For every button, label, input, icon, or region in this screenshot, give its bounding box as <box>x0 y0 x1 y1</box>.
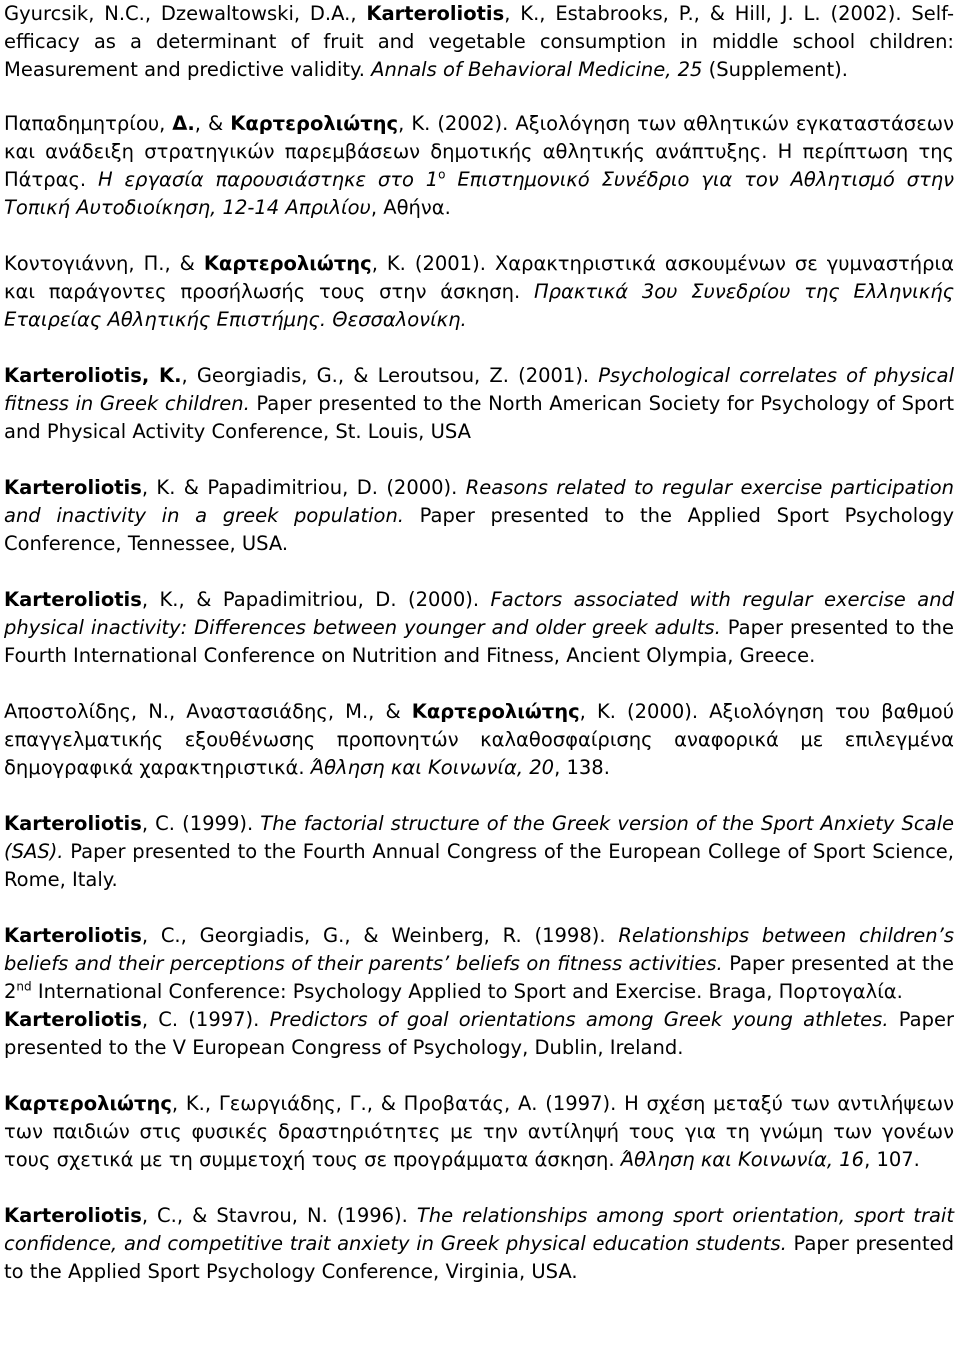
reference-text: , Georgiadis, G., & Leroutsou, Z. (2001). <box>181 364 599 387</box>
author-name-bold: Καρτερολιώτης <box>230 112 399 135</box>
publication-title-italic: Annals of Behavioral Medicine, 25 <box>371 58 703 81</box>
author-name-bold: Karteroliotis <box>4 1008 142 1031</box>
publication-title-italic: Factors associated with regular exercise and physical inactivity: Differences between younger and older greek adults. <box>4 588 954 639</box>
reference-text: , C., Georgiadis, G., & Weinberg, R. (1998). <box>141 924 619 947</box>
author-name-bold: Karteroliotis <box>366 2 505 25</box>
author-name-bold: Karteroliotis <box>4 1204 142 1227</box>
reference-text: , C. (1999). <box>141 812 261 835</box>
publication-title-italic: The factorial structure of the Greek version of the Sport Anxiety Scale (SAS). <box>4 812 954 863</box>
reference-text: , & <box>164 252 204 275</box>
reference-text: Paper presented to the Applied Sport Psychology Conference, Tennessee, USA. <box>4 504 954 555</box>
reference-text: Παπαδημητρίου, <box>4 112 173 135</box>
publication-title-italic: Predictors of goal orientations among Greek young athletes. <box>269 1008 889 1031</box>
reference-entry <box>4 250 954 334</box>
reference-text: , K. & Papadimitriou, D. (2000). <box>141 476 466 499</box>
author-name-bold: Καρτερολιώτης <box>4 1092 172 1115</box>
reference-text: , 107. <box>864 1148 920 1171</box>
publication-title-italic: Relationships between children’s beliefs and their perceptions of their parents’ beliefs on fitness activities. <box>4 924 954 975</box>
reference-entry <box>4 1202 954 1286</box>
reference-list <box>4 0 955 1283</box>
reference-entry <box>4 1090 954 1174</box>
publication-title-italic: The relationships among sport orientation, sport trait confidence, and competitive trait anxiety in Greek physical education students. <box>4 1204 954 1255</box>
author-name-bold: Karteroliotis <box>4 812 142 835</box>
author-name-bold: Karteroliotis <box>4 476 142 499</box>
reference-text: , Κ. (2001). Χαρακτηριστικά ασκουμένων σε γυμναστήρια και παράγοντες προσήλωσής τους στην άσκηση. <box>4 252 954 303</box>
reference-entry <box>4 1006 954 1062</box>
reference-entry <box>4 362 954 446</box>
reference-entry <box>4 110 954 222</box>
reference-entry <box>4 474 954 558</box>
author-name-bold: Καρτερολιώτης <box>411 700 580 723</box>
reference-text: , K., & Papadimitriou, D. (2000). <box>141 588 491 611</box>
author-name-bold: Karteroliotis <box>4 588 142 611</box>
author-name-bold: Δ. <box>172 112 195 135</box>
reference-text: , 138. <box>554 756 610 779</box>
author-name-bold: Karteroliotis <box>4 924 142 947</box>
reference-text: Paper presented to the North American Society for Psychology of Sport and Physical Activity Conference, St. Louis, USA <box>4 392 954 443</box>
reference-text: Paper presented to the Applied Sport Psychology Conference, Virginia, USA. <box>4 1232 954 1283</box>
reference-entry <box>4 586 954 670</box>
author-name-bold: Καρτερολιώτης <box>203 252 372 275</box>
publication-title-italic: Psychological correlates of physical fitness in Greek children. <box>4 364 954 415</box>
reference-text: , Κ. (2002). Αξιολόγηση των αθλητικών εγκαταστάσεων και ανάδειξη στρατηγικών παρεμβάσεων δημοτικής αθλητικής ανάπτυξης. Η περίπτωση της Πάτρας. <box>4 112 954 191</box>
reference-text: Paper presented to the Fourth International Conference on Nutrition and Fitness, Ancient Olympia, Greece. <box>4 616 954 667</box>
publication-title-italic: Reasons related to regular exercise participation and inactivity in a greek population. <box>4 476 954 527</box>
publication-title-italic: Άθληση και Κοινωνία, 20 <box>310 756 555 779</box>
ordinal-superscript: ο <box>438 167 446 182</box>
author-name-bold: Karteroliotis, K. <box>4 364 182 387</box>
reference-text: Gyurcsik, N.C., Dzewaltowski, D.A., <box>4 2 367 25</box>
reference-entry <box>4 0 954 84</box>
publication-title-italic: Η εργασία παρουσιάστηκε στο 1 <box>98 168 439 191</box>
publication-title-italic: Πρακτικά 3ου Συνεδρίου της Ελληνικής Εταιρείας Αθλητικής Επιστήμης. Θεσσαλονίκη. <box>4 280 955 331</box>
reference-text: , Κ. (2000). Αξιολόγηση του βαθμού επαγγελματικής εξουθένωσης προπονητών καλαθοσφαίρισης αναφορικά με επιλεγμένα δημογραφικά χαρακτηριστικά. <box>4 700 954 779</box>
reference-text: , Αθήνα. <box>370 196 451 219</box>
reference-text: , C., & Stavrou, N. (1996). <box>141 1204 417 1227</box>
publication-title-italic: Επιστημονικό Συνέδριο για τον Αθλητισμό στην Τοπική Αυτοδιοίκηση, 12-14 Απριλίου <box>4 168 954 219</box>
reference-text: , K., Estabrooks, P., & Hill, J. L. (2002). Self-efficacy as a determinant of fruit and vegetable consumption in middle school children: Measurement and predictive validity. <box>4 2 954 81</box>
reference-text: (Supplement). <box>702 58 848 81</box>
reference-text: International Conference: Psychology Applied to Sport and Exercise. Braga, Πορτογαλία. <box>31 980 903 1003</box>
reference-text: Αποστολίδης, Ν., Αναστασιάδης, Μ., & <box>4 700 412 723</box>
reference-text: , & <box>194 112 231 135</box>
reference-text: , Κ., Γεωργιάδης, Γ., & Προβατάς, Α. (1997). Η σχέση μεταξύ των αντιλήψεων των παιδιών στις φυσικές δραστηριότητες με την αντίληψή τους για τη γνώμη των γονέων τους σχετικά με τη συμμετοχή τους σε προγράμματα άσκηση. <box>4 1092 954 1171</box>
reference-text: , C. (1997). <box>141 1008 270 1031</box>
reference-entry <box>4 698 954 782</box>
publication-title-italic: Άθληση και Κοινωνία, 16 <box>620 1148 865 1171</box>
reference-entry <box>4 810 954 894</box>
reference-entry <box>4 922 954 1006</box>
reference-text: Paper presented to the Fourth Annual Congress of the European College of Sport Science, Rome, Italy. <box>4 840 954 891</box>
reference-text: Κοντογιάννη, Π. <box>4 252 165 275</box>
reference-text: Paper presented at the 2 <box>4 952 954 1003</box>
reference-text: Paper presented to the V European Congress of Psychology, Dublin, Ireland. <box>4 1008 954 1059</box>
ordinal-superscript: nd <box>16 979 32 994</box>
